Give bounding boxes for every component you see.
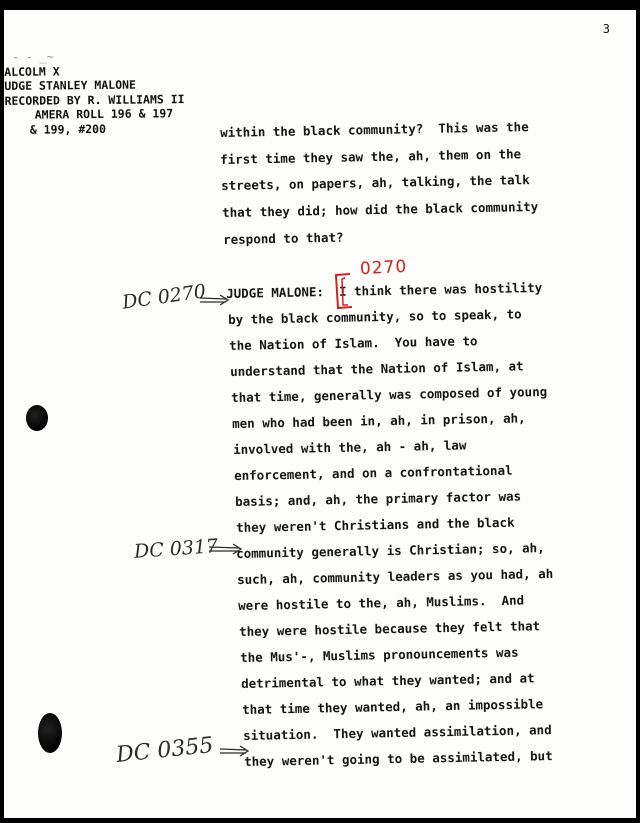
punch-hole [26,405,48,431]
text-line: that time they wanted, ah, an impossible [242,696,544,717]
header-block [4,48,185,137]
text-line: basis; and, ah, the primary factor was [235,488,522,509]
text-line: that they did; how did the black community [222,198,539,220]
handwritten-timecode: DC 0270 [120,280,208,314]
arrow-icon [200,293,230,307]
text-line: they weren't Christians and the black [236,514,515,535]
text-line: enforcement, and on a confrontational [234,462,513,483]
text-line: they were hostile because they felt that [239,618,541,639]
punch-hole [38,713,62,753]
header-line: & 199, #200 [29,121,107,137]
arrow-icon [220,744,250,758]
text-line: community generally is Christian; so, ah, [236,540,545,561]
text-line: involved with the, ah - ah, law [233,437,467,457]
text-line: first time they saw the, ah, them on the [220,146,522,167]
header-line: AMERA ROLL 196 & 197 [34,106,174,122]
header-line: - - _~ [11,49,54,64]
handwritten-timecode: DC 0317 [133,535,219,563]
text-line: situation. They wanted assimilation, and [243,722,552,743]
text-line: respond to that? [223,229,344,247]
text-line: detrimental to what they wanted; and at [241,670,535,691]
text-line: were hostile to the, ah, Muslims. And [238,592,525,613]
text-line: streets, on papers, ah, talking, the talk [221,172,530,193]
handwritten-timecode: DC 0355 [114,732,215,769]
text-line: men who had been in, ah, in prison, ah, [232,410,526,431]
text-line: they weren't going to be assimilated, but [244,748,553,769]
header-line: RECORDED BY R. WILLIAMS II [4,91,185,108]
red-timecode: 0270 [359,256,408,280]
header-line: UDGE STANLEY MALONE [4,77,137,93]
red-bracket-icon [332,272,356,312]
text-line: such, ah, community leaders as you had, ah [237,565,554,587]
document-page [4,10,636,818]
page-number: 3 [602,22,610,36]
text-line: by the black community, so to speak, to [228,306,522,327]
text-line: understand that the Nation of Islam, at [230,358,524,379]
text-line: that time, generally was composed of young [231,383,548,405]
arrow-icon [209,542,243,556]
text-line: within the black community? This was the [220,119,529,140]
text-line: the Nation of Islam. You have to [229,333,478,353]
header-line: ALCOLM X [4,63,60,79]
speaker-line: JUDGE MALONE: I think there was hostility [226,279,543,301]
text-line: the Mus'-, Muslims pronouncements was [240,644,519,665]
